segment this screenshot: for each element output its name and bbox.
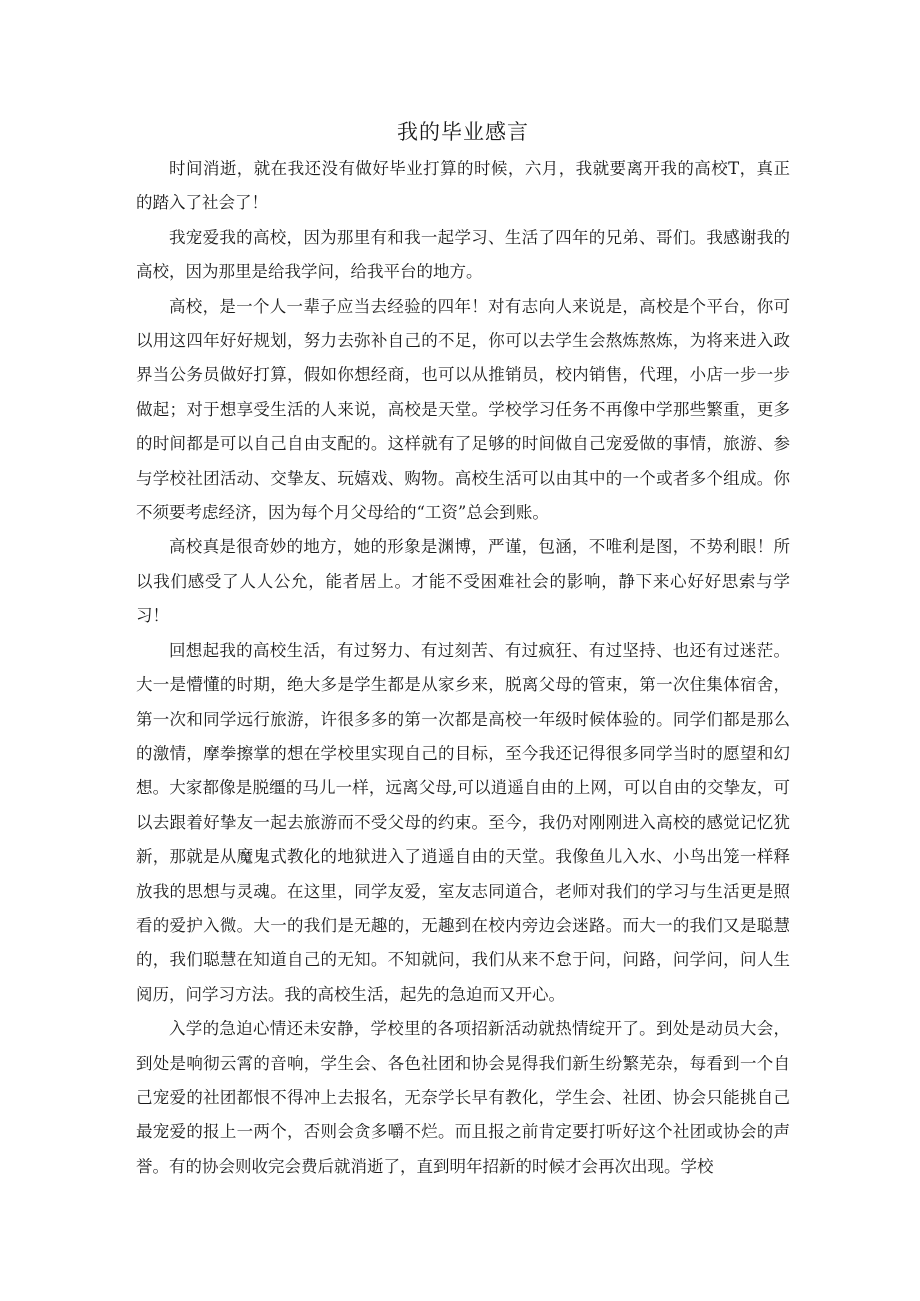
paragraph-5: 回想起我的高校生活，有过努力、有过刻苦、有过疯狂、有过坚持、也还有过迷茫。大一是懵懂的时期，绝大多是学生都是从家乡来，脱离父母的管束，第一次住集体宿舍，第一次和同学远行旅游，许很多多的第一次都是高校一年级时候体验的。同学们都是那么的激情，摩拳擦掌的想在学校里实现自己的目标，至今我还记得很多同学当时的愿望和幻想。大家都像是脱缰的马儿一样，远离父母,可以逍遥自由的上网，可以自由的交挚友，可以去跟着好挚友一起去旅游而不受父母的约束。至今，我仍对刚刚进入高校的感觉记忆犹新，那就是从魔鬼式教化的地狱进入了逍遥自由的天堂。我像鱼儿入水、小鸟出笼一样释放我的思想与灵魂。在这里，同学友爱，室友志同道合，老师对我们的学习与生活更是照看的爱护入微。大一的我们是无趣的，无趣到在校内旁边会迷路。而大一的我们又是聪慧的，我们聪慧在知道自己的无知。不知就问，我们从来不怠于问，问路，问学问，问人生阅历，问学习方法。我的高校生活，起先的急迫而又开心。 bbox=[136, 640, 790, 1004]
paragraph-2: 我宠爱我的高校，因为那里有和我一起学习、生活了四年的兄弟、哥们。我感谢我的高校，因为那里是给我学问，给我平台的地方。 bbox=[136, 227, 790, 282]
paragraph-6: 入学的急迫心情还未安静，学校里的各项招新活动就热情绽开了。到处是动员大会，到处是响彻云霄的音响，学生会、各色社团和协会晃得我们新生纷繁芜杂，每看到一个自己宠爱的社团都恨不得冲上去报名，无奈学长早有教化，学生会、社团、协会只能挑自己最宠爱的报上一两个，否则会贪多嚼不烂。而且报之前肯定要打听好这个社团或协会的声誉。有的协会则收完会费后就消逝了，直到明年招新的时候才会再次出现。学校 bbox=[136, 1019, 790, 1176]
document-title: 我的毕业感言 bbox=[397, 120, 529, 144]
paragraph-4: 高校真是很奇妙的地方，她的形象是渊博，严谨，包涵，不唯利是图，不势利眼！所以我们感受了人人公允，能者居上。才能不受困难社会的影响，静下来心好好思索与学习！ bbox=[136, 537, 790, 626]
paragraph-3: 高校，是一个人一辈子应当去经验的四年！对有志向人来说是，高校是个平台，你可以用这四年好好规划，努力去弥补自己的不足，你可以去学生会熬炼熬炼，为将来进入政界当公务员做好打算，假如你想经商，也可以从推销员，校内销售，代理，小店一步一步做起；对于想享受生活的人来说，高校是天堂。学校学习任务不再像中学那些繁重，更多的时间都是可以自己自由支配的。这样就有了足够的时间做自己宠爱做的事情，旅游、参与学校社团活动、交挚友、玩嬉戏、购物。高校生活可以由其中的一个或者多个组成。你不须要考虑经济，因为每个月父母给的“工资”总会到账。 bbox=[136, 296, 790, 523]
document-page bbox=[136, 112, 790, 1184]
paragraph-1: 时间消逝，就在我还没有做好毕业打算的时候，六月，我就要离开我的高校T，真正的踏入了社会了！ bbox=[136, 159, 790, 213]
